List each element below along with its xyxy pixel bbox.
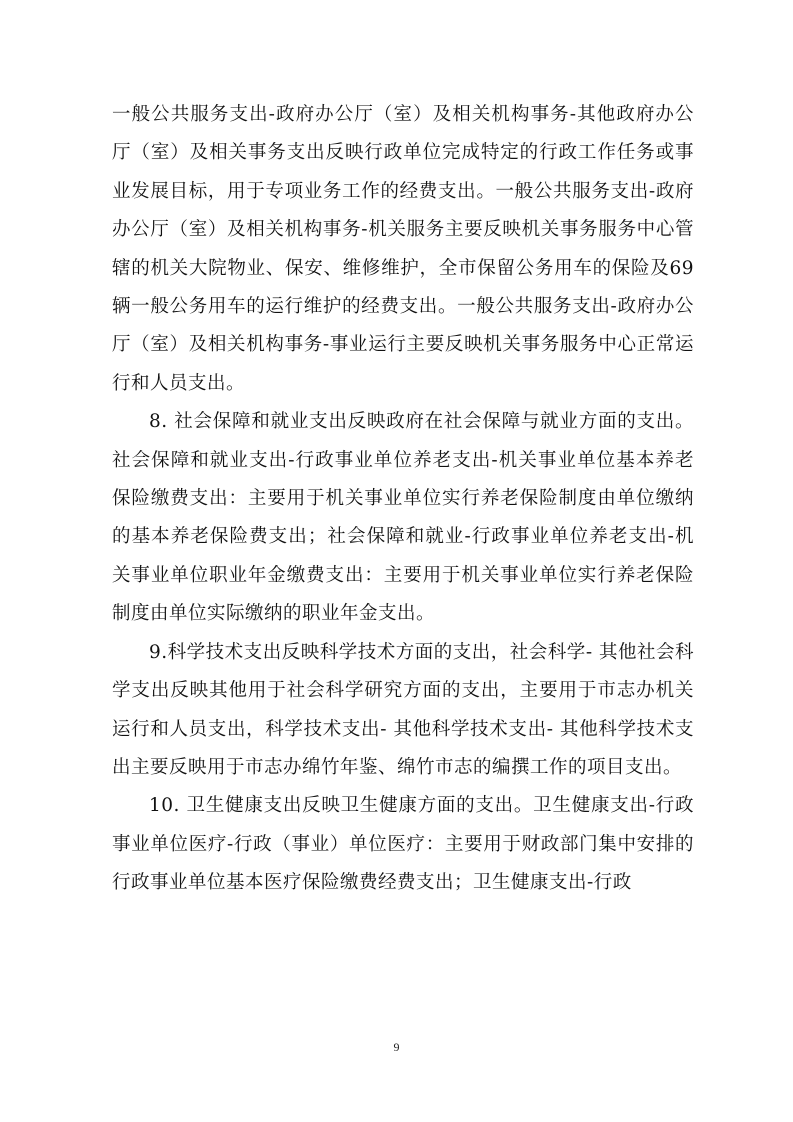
paragraph-item-9: 9.科学技术支出反映科学技术方面的支出，社会科学- 其他社会科学支出反映其他用于社会科学研究方面的支出，主要用于市志办机关运行和人员支出，科学技术支出- 其他科学技术支出- 其他科学技术支出主要反映用于市志办绵竹年鉴、绵竹市志的编撰工作的项目支出。 xyxy=(112,641,694,778)
page-number: 9 xyxy=(393,1040,400,1054)
paragraph-item-10: 10. 卫生健康支出反映卫生健康方面的支出。卫生健康支出-行政事业单位医疗-行政（事业）单位医疗：主要用于财政部门集中安排的行政事业单位基本医疗保险缴费经费支出；卫生健康支出-行政 xyxy=(112,795,694,894)
paragraph-continuation: 一般公共服务支出-政府办公厅（室）及相关机构事务-其他政府办公厅（室）及相关事务支出反映行政单位完成特定的行政工作任务或事业发展目标，用于专项业务工作的经费支出。一般公共服务支出-政府办公厅（室）及相关机构事务-机关服务主要反映机关事务服务中心管辖的机关大院物业、保安、维修维护，全市保留公务用车的保险及69辆一般公务用车的运行维护的经费支出。一般公共服务支出-政府办公厅（室）及相关机构事务-事业运行主要反映机关事务服务中心正常运行和人员支出。 xyxy=(112,104,694,394)
paragraph-item-8: 8. 社会保障和就业支出反映政府在社会保障与就业方面的支出。社会保障和就业支出-行政事业单位养老支出-机关事业单位基本养老保险缴费支出：主要用于机关事业单位实行养老保险制度由单位缴纳的基本养老保险费支出；社会保障和就业-行政事业单位养老支出-机关事业单位职业年金缴费支出：主要用于机关事业单位实行养老保险制度由单位实际缴纳的职业年金支出。 xyxy=(112,411,694,625)
document-body xyxy=(112,96,694,903)
